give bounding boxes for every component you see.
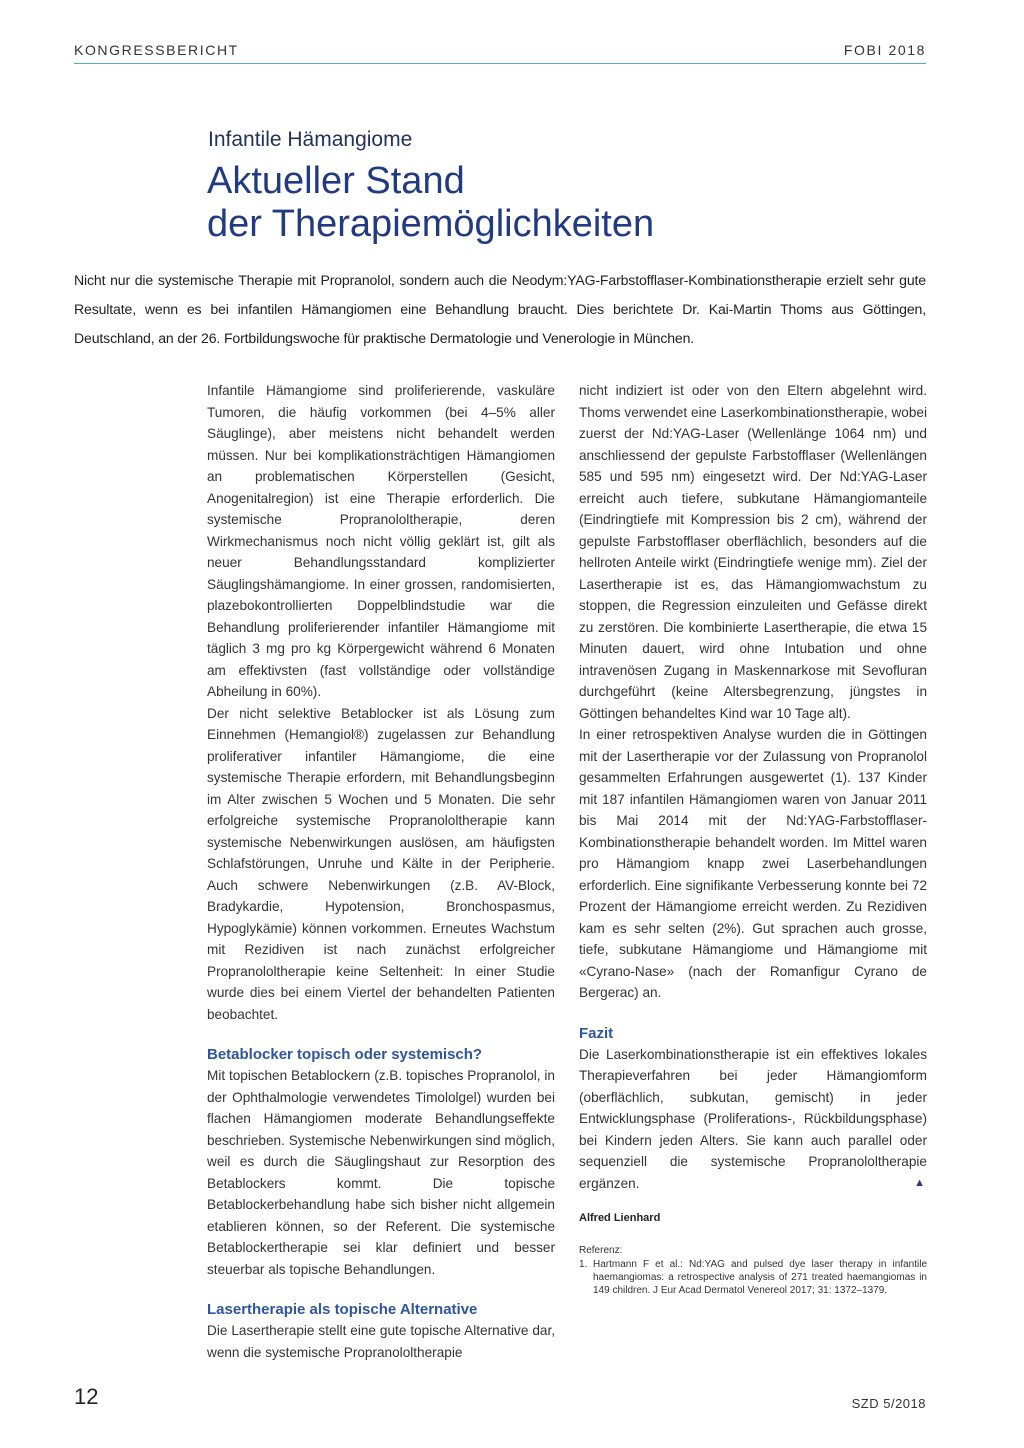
end-of-article-triangle-icon: ▲ <box>914 1176 925 1189</box>
header-rule <box>74 63 926 64</box>
article-title <box>207 160 654 246</box>
body-paragraph: Die Lasertherapie stellt eine gute topische Alternative dar, wenn die systemische Propranololtherapie <box>207 1323 555 1360</box>
body-paragraph-fazit <box>579 1044 927 1195</box>
section-heading-laser: Lasertherapie als topische Alternative <box>207 1301 478 1318</box>
title-line-2: der Therapiemöglichkeiten <box>207 203 655 245</box>
left-column <box>207 380 555 1363</box>
running-header-event: FOBI 2018 <box>843 42 926 58</box>
author-name: Alfred Lienhard <box>579 1212 661 1224</box>
body-paragraph: nicht indiziert ist oder von den Eltern abgelehnt wird. Thoms verwendet eine Laserkombinationstherapie, wobei zuerst der Nd:YAG-Laser (Wellenlänge 1064 nm) und anschliessend der gepulste Farbstofflaser (Wellenlängen 585 und 595 nm) eingesetzt wird. Der Nd:YAG-Laser erreicht auch tiefere, subkutane Hämangiomanteile (Eindringtiefe mit Kompression bis 2 cm), während der gepulste Farbstofflaser oberflächlich, besonders auf die hellroten Anteile wirkt (Eindringtiefe wenige mm). Ziel der Lasertherapie ist es, das Hämangiomwachstum zu stoppen, die Regression einzuleiten und Gefässe direkt zu zerstören. Die kombinierte Lasertherapie, die etwa 15 Minuten dauert, wird ohne Intubation und ohne intravenösen Zugang in Maskennarkose mit Sevofluran durchgeführt (keine Altersbegrenzung, jüngstes in Göttingen behandeltes Kind war 10 Tage alt). <box>579 383 927 721</box>
reference-text: Hartmann F et al.: Nd:YAG and pulsed dye laser therapy in infantile haemangiomas: a retrospective analysis of 271 treated haemangiomas in 149 children. J Eur Acad Dermatol Venereol 2017; 31: 1372–1379. <box>593 1258 927 1296</box>
right-column <box>579 380 927 1297</box>
fazit-text: Die Laserkombinationstherapie ist ein effektives lokales Therapieverfahren bei jeder Hämangiomform (oberflächlich, subkutan, gemischt) in jeder Entwicklungsphase (Proliferations-, Rückbildungsphase) bei Kindern jeden Alters. Sie kann auch parallel oder sequenziell die systemische Propranololtherapie ergänzen. <box>579 1046 927 1191</box>
section-heading-betablocker: Betablocker topisch oder systemisch? <box>207 1046 483 1063</box>
running-header-section: KONGRESSBERICHT <box>74 42 239 58</box>
body-paragraph: Infantile Hämangiome sind proliferierende, vaskuläre Tumoren, die häufig vorkommen (bei 4–5% aller Säuglinge), aber meistens nicht behandelt werden müssen. Nur bei komplikationsträchtigen Hämangiomen an problematischen Körperstellen (Gesicht, Anogenitalregion) ist eine Therapie erforderlich. Die systemische Propranololtherapie, deren Wirkmechanismus noch nicht völlig geklärt ist, gilt als neuer Behandlungsstandard komplizierter Säuglingshämangiome. In einer grossen, randomisierten, plazebokontrollierten Doppelblindstudie war die Behandlung proliferierender infantiler Hämangiome mit täglich 3 mg pro kg Körpergewicht während 6 Monaten am effektivsten (fast vollständige oder vollständige Abheilung in 60%). <box>207 383 555 699</box>
article-lead: Nicht nur die systemische Therapie mit Propranolol, sondern auch die Neodym:YAG-Farbstofflaser-Kombinationstherapie erzielt sehr gute Resultate, wenn es bei infantilen Hämangiomen eine Behandlung braucht. Dies berichtete Dr. Kai-Martin Thoms aus Göttingen, Deutschland, an der 26. Fortbildungswoche für praktische Dermatologie und Venerologie in München. <box>74 272 926 346</box>
reference-item <box>579 1258 927 1297</box>
reference-number: 1. <box>579 1258 588 1270</box>
body-paragraph: In einer retrospektiven Analyse wurden die in Göttingen mit der Lasertherapie vor der Zulassung von Propranolol gesammelten Erfahrungen ausgewertet (1). 137 Kinder mit 187 infantilen Hämangiomen waren von Januar 2011 bis Mai 2014 mit der Nd:YAG-Farbstofflaser-Kombinationstherapie behandelt worden. Im Mittel waren pro Hämangiom knapp zwei Laserbehandlungen erforderlich. Eine signifikante Verbesserung konnte bei 72 Prozent der Hämangiome erreicht werden. Zu Rezidiven kam es sehr selten (2%). Gut sprachen auch grosse, tiefe, subkutane Hämangiome und Hämangiome mit «Cyrano-Nase» (nach der Romanfigur Cyrano de Bergerac) an. <box>579 727 927 1000</box>
body-paragraph: Mit topischen Betablockern (z.B. topisches Propranolol, in der Ophthalmologie verwendetes Timololgel) wurden bei flachen Hämangiomen moderate Behandlungseffekte beschrieben. Systemische Nebenwirkungen sind möglich, weil es durch die Säuglingshaut zur Resorption des Betablockers kommt. Die topische Betablockerbehandlung habe sich bisher nicht allgemein etablieren können, so der Referent. Die systemische Betablockertherapie sei klar definiert und besser steuerbar als topische Behandlungen. <box>207 1068 555 1277</box>
page-number: 12 <box>74 1384 99 1409</box>
section-heading-fazit: Fazit <box>579 1024 614 1042</box>
title-line-1: Aktueller Stand <box>207 160 465 202</box>
article-kicker: Infantile Hämangiome <box>208 128 413 151</box>
body-paragraph: Der nicht selektive Betablocker ist als Lösung zum Einnehmen (Hemangiol®) zugelassen zur Behandlung proliferativer infantiler Hämangiome, die eine systemische Therapie erfordern, mit Behandlungsbeginn im Alter zwischen 5 Wochen und 5 Monaten. Die sehr erfolgreiche systemische Propranololtherapie kann systemische Nebenwirkungen auslösen, am häufigsten Schlafstörungen, Unruhe und Kälte in der Peripherie. Auch schwere Nebenwirkungen (z.B. AV-Block, Bradykardie, Hypotension, Bronchospasmus, Hypoglykämie) können vorkommen. Erneutes Wachstum mit Rezidiven ist nach zunächst erfolgreicher Propranololtherapie keine Seltenheit: In einer Studie wurde dies bei einem Viertel der behandelten Patienten beobachtet. <box>207 705 555 1022</box>
journal-issue: SZD 5/2018 <box>851 1396 926 1411</box>
references-heading: Referenz: <box>579 1244 623 1256</box>
